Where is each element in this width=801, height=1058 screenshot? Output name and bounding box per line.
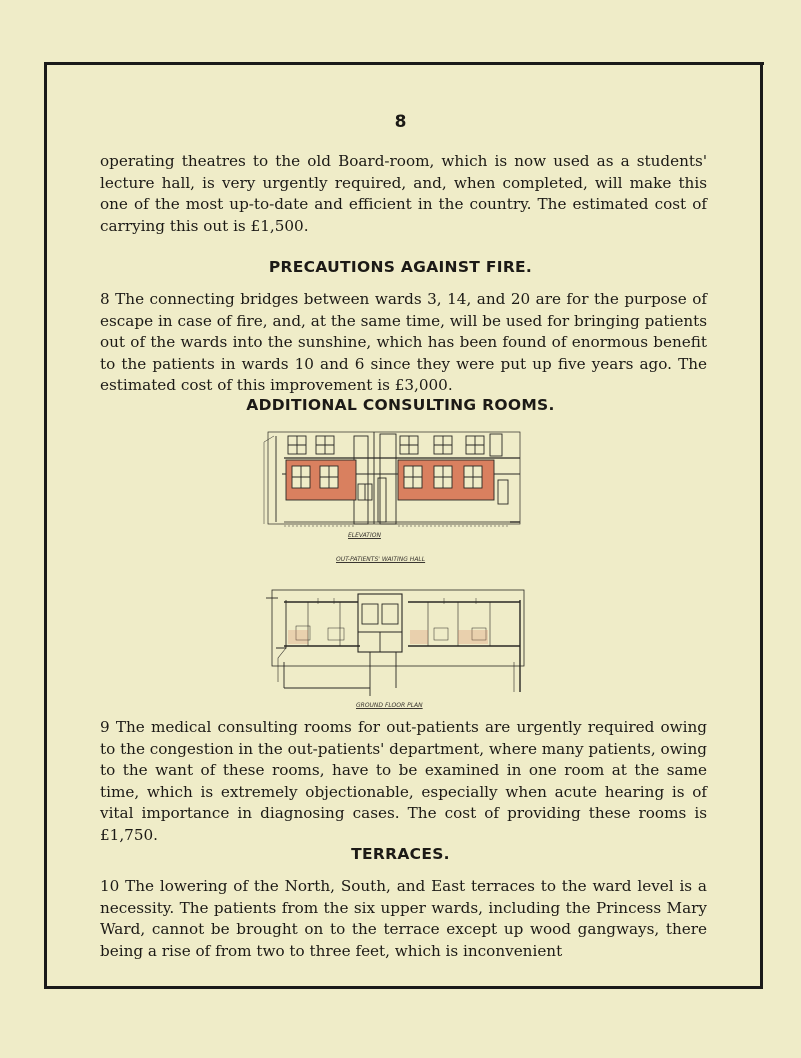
architectural-drawing xyxy=(258,422,548,722)
page-number: 8 xyxy=(394,112,407,132)
intro-paragraph: operating theatres to the old Board-room, which is now used as a students' lecture hall, is very urgently required, and, when completed, will make this one of the most up-to-date and efficient in the country. The estimated cost of carrying this out is £1,500. xyxy=(100,152,707,235)
page-border-bottom xyxy=(44,986,763,989)
paragraph-terraces: 10 The lowering of the North, South, and East terraces to the ward level is a necessity. The patients from the six upper wards, including the Princess Mary Ward, cannot be brought on to the terrace except up wood gangways, there being a rise of from two to three feet, which is inconvenient xyxy=(100,877,707,960)
paragraph-consulting-rooms: 9 The medical consulting rooms for out-patients are urgently required owing to the congestion in the out-patients' department, where many patients, owing to the want of these rooms, have to be examined in one room at the same time, which is extremely objectionable, especially when acute hearing is of vital importance in diagnosing cases. The cost of providing these rooms is £1,750. xyxy=(100,718,707,844)
heading-precautions-against-fire: PRECAUTIONS AGAINST FIRE. xyxy=(268,258,533,276)
elevation-caption: ELEVATION xyxy=(348,532,381,539)
page-border-top xyxy=(44,62,764,65)
paragraph-fire-bridges: 8 The connecting bridges between wards 3, 14, and 20 are for the purpose of escape in case of fire, and, at the same time, will be used for bringing patients out of the wards into the sunshine, which has been found of enormous benefit to the patients in wards 10 and 6 since they were put up five years ago. The estimated cost of this improvement is £3,000. xyxy=(100,290,707,395)
ground-floor-plan-caption: GROUND FLOOR PLAN xyxy=(356,702,423,709)
heading-terraces: TERRACES. xyxy=(351,845,450,863)
heading-additional-consulting-rooms: ADDITIONAL CONSULTING ROOMS. xyxy=(246,396,555,414)
elevation-and-floor-plan xyxy=(258,422,548,722)
waiting-hall-caption: OUT-PATIENTS' WAITING HALL xyxy=(336,556,426,563)
